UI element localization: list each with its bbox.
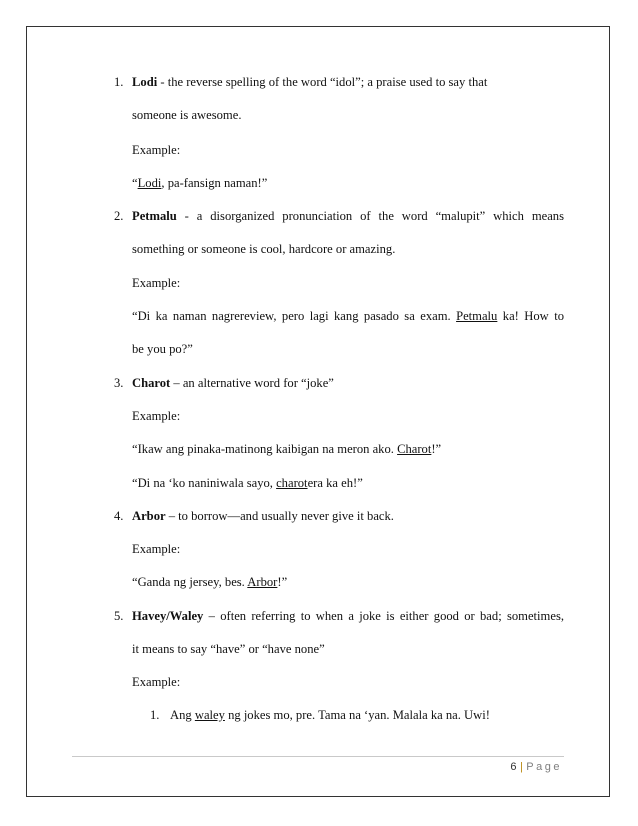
footer-separator: | [519, 761, 524, 773]
item-definition [132, 608, 564, 624]
footer-divider [72, 756, 564, 757]
example-label: Example: [132, 675, 181, 689]
sub-item-number: 1. [150, 708, 160, 722]
item-definition [132, 508, 394, 524]
example-sentence: “Di ka naman nagrereview, pero lagi kang pasado sa exam. Petmalu ka! How to [132, 309, 564, 323]
definition-text: – an alternative word for “joke” [170, 376, 334, 390]
definition-text: - the reverse spelling of the word “idol”; a praise used to say that [157, 75, 488, 89]
underlined-term: Petmalu [456, 309, 498, 323]
example-label: Example: [132, 542, 181, 556]
page-number: 6 [510, 761, 517, 773]
term-havey-waley: Havey/Waley [132, 609, 204, 623]
definition-continued: something or someone is cool, hardcore or amazing. [132, 242, 396, 256]
term-petmalu: Petmalu [132, 209, 177, 223]
item-number: 4. [114, 509, 124, 523]
example-continued: be you po?” [132, 342, 193, 356]
definition-continued: someone is awesome. [132, 108, 242, 122]
term-arbor: Arbor [132, 509, 166, 523]
term-lodi: Lodi [132, 75, 158, 89]
definition-continued: it means to say “have” or “have none” [132, 642, 325, 656]
item-number: 1. [114, 75, 124, 89]
underlined-term: Charot [397, 442, 432, 456]
item-number: 5. [114, 609, 124, 623]
example-sentence: “Ikaw ang pinaka-matinong kaibigan na meron ako. Charot!” [132, 442, 442, 456]
definition-text: - a disorganized pronunciation of the word “malupit” which means [176, 209, 564, 223]
definition-text: – often referring to when a joke is either good or bad; sometimes, [203, 609, 564, 623]
example-label: Example: [132, 409, 181, 423]
term-charot: Charot [132, 376, 171, 390]
underlined-term: Arbor [247, 575, 278, 589]
page-label: Page [526, 761, 562, 773]
item-definition [132, 74, 487, 90]
item-number: 2. [114, 209, 124, 223]
page-footer [510, 761, 562, 773]
underlined-term: charot [276, 476, 308, 490]
underlined-term: waley [194, 708, 225, 722]
definition-text: – to borrow—and usually never give it back. [165, 509, 394, 523]
item-number: 3. [114, 376, 124, 390]
example-label: Example: [132, 143, 181, 157]
item-definition [132, 208, 564, 224]
example-sentence: “Ganda ng jersey, bes. Arbor!” [132, 575, 288, 589]
example-sentence: “Lodi, pa-fansign naman!” [132, 176, 268, 190]
example-label: Example: [132, 276, 181, 290]
example-sentence: Ang waley ng jokes mo, pre. Tama na ‘yan. Malala ka na. Uwi! [170, 708, 490, 722]
example-sentence: “Di na ‘ko naniniwala sayo, charotera ka eh!” [132, 476, 363, 490]
underlined-term: Lodi [137, 176, 162, 190]
item-definition [132, 375, 334, 391]
